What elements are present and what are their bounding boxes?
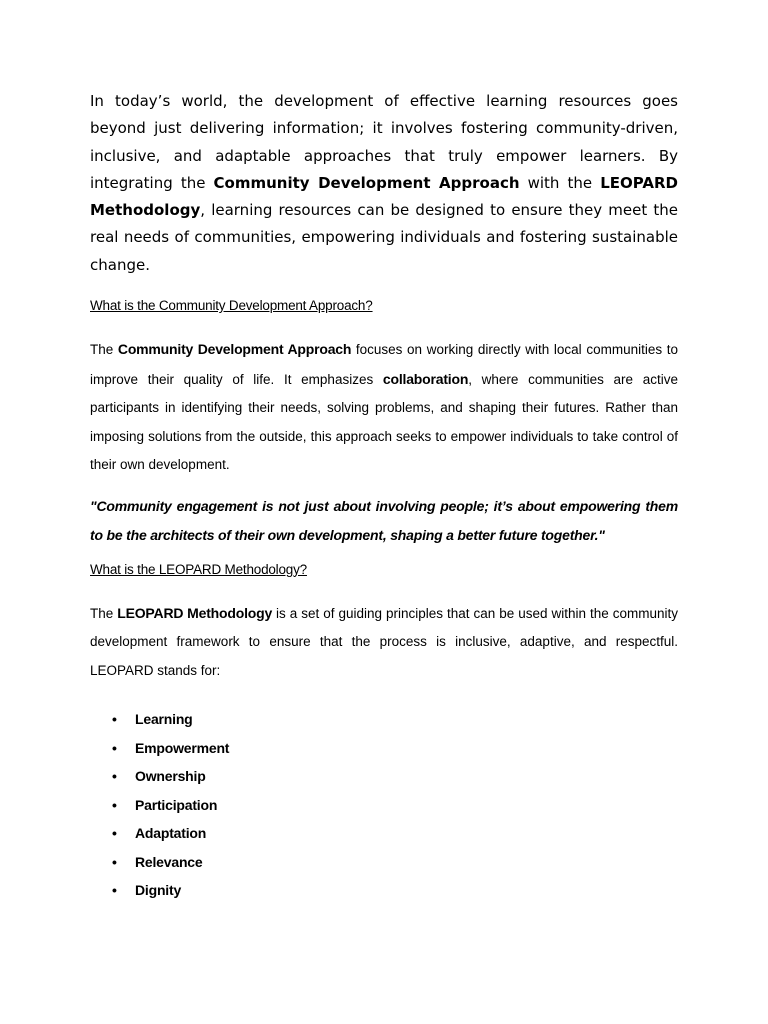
bullet-icon: • <box>112 825 117 842</box>
list-item <box>90 762 678 791</box>
cd-bold-term: Community Development Approach <box>117 341 352 358</box>
intro-text-2: with the <box>519 173 601 192</box>
leopard-bold-term: LEOPARD Methodology <box>117 604 273 621</box>
list-item-label: Participation <box>135 796 218 813</box>
bullet-icon: • <box>112 853 117 870</box>
intro-text-3: , learning resources can be designed to ensure they meet the real needs of communities, empowering individuals and fostering sustainable change. <box>90 201 678 274</box>
intro-text-1: In today’s world, the development of effective learning resources goes beyond just delivering information; it involves fostering community-driven, inclusive, and adaptable approaches that truly empower learners. By integrating the <box>90 92 678 192</box>
leopard-text-1: The <box>90 605 118 621</box>
community-development-paragraph <box>90 335 678 480</box>
list-item <box>90 819 678 848</box>
heading-leopard-methodology: What is the LEOPARD Methodology? <box>90 561 307 577</box>
intro-bold-community-development-approach: Community Development Approach <box>213 173 520 192</box>
document-content <box>90 88 678 905</box>
cd-text-1: The <box>90 342 118 358</box>
cd-text-2: focuses on working directly with local communities to improve their quality of life. It emphasizes <box>90 342 678 387</box>
list-item <box>90 848 678 877</box>
list-item-label: Dignity <box>135 882 182 899</box>
list-item-label: Adaptation <box>135 825 207 842</box>
bullet-icon: • <box>112 739 117 756</box>
heading-community-development-approach: What is the Community Development Approach? <box>90 298 373 314</box>
list-item <box>90 876 678 905</box>
list-item <box>90 705 678 734</box>
list-item-label: Empowerment <box>135 739 230 756</box>
list-item-label: Learning <box>135 711 193 728</box>
cd-bold-collaboration: collaboration <box>382 370 469 387</box>
intro-paragraph <box>90 88 678 279</box>
list-item <box>90 734 678 763</box>
bullet-icon: • <box>112 711 117 728</box>
bullet-icon: • <box>112 882 117 899</box>
list-item-label: Relevance <box>135 853 203 870</box>
bullet-icon: • <box>112 768 117 785</box>
leopard-text-2: is a set of guiding principles that can be used within the community development framework to ensure that the process is inclusive, adaptive, and respectful. LEOPARD stands for: <box>90 605 678 678</box>
leopard-paragraph <box>90 599 678 686</box>
intro-bold-leopard-methodology: LEOPARD Methodology <box>90 173 678 220</box>
pull-quote: "Community engagement is not just about involving people; it’s about empowering them to be the architects of their own development, shaping a better future together." <box>90 497 678 543</box>
list-item <box>90 791 678 820</box>
leopard-list <box>90 705 678 905</box>
cd-text-3: , where communities are active participants in identifying their needs, solving problems, and shaping their futures. Rather than imposing solutions from the outside, this approach seeks to empower individuals to take control of their own development. <box>90 371 679 473</box>
list-item-label: Ownership <box>135 768 206 785</box>
bullet-icon: • <box>112 796 117 813</box>
